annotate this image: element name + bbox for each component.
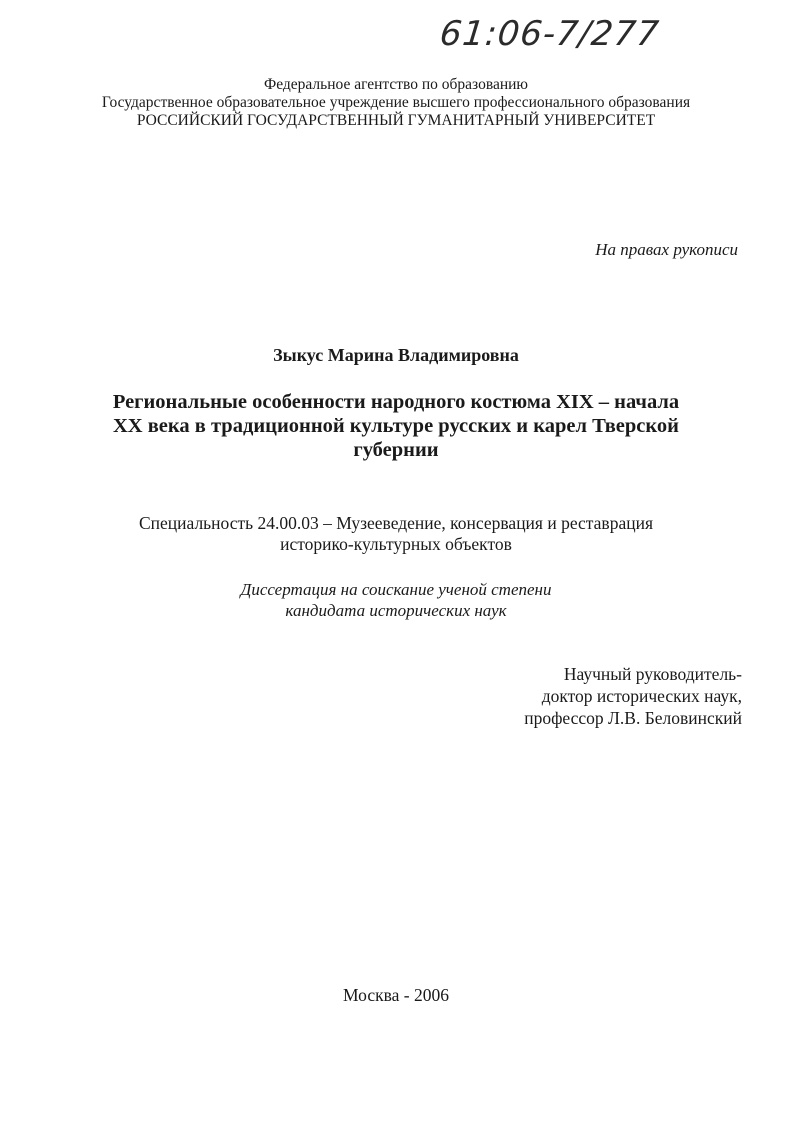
degree-line-1: Диссертация на соискание ученой степени — [240, 580, 552, 599]
agency-line: Федеральное агентство по образованию — [263, 76, 529, 93]
dissertation-title — [0, 390, 792, 462]
institution-type-line: Государственное образовательное учреждение высшего профессионального образования — [101, 94, 691, 111]
specialty-block — [0, 513, 792, 555]
university-name-line: РОССИЙСКИЙ ГОСУДАРСТВЕННЫЙ ГУМАНИТАРНЫЙ УНИВЕРСИТЕТ — [136, 112, 656, 129]
supervisor-line-3: профессор Л.В. Беловинский — [524, 708, 742, 728]
supervisor-line-1: Научный руководитель- — [563, 664, 742, 684]
supervisor-block — [524, 663, 742, 729]
rights-note: На правах рукописи — [595, 240, 738, 259]
specialty-line-2: историко-культурных объектов — [280, 534, 512, 554]
city-year: Москва - 2006 — [343, 985, 449, 1005]
supervisor-line-2: доктор исторических наук, — [541, 686, 742, 706]
specialty-line-1: Специальность 24.00.03 – Музееведение, консервация и реставрация — [138, 513, 653, 533]
author-name: Зыкус Марина Владимировна — [273, 345, 519, 365]
title-line-1: Региональные особенности народного костюма XIX – начала — [112, 391, 680, 413]
title-line-3: губернии — [353, 439, 439, 461]
organization-header — [0, 76, 792, 130]
title-line-2: XX века в традиционной культуре русских и карел Тверской — [113, 415, 679, 437]
archive-code-handwritten: 61:06-7/277 — [437, 14, 662, 54]
degree-block — [0, 579, 792, 621]
degree-line-2: кандидата исторических наук — [285, 601, 507, 620]
